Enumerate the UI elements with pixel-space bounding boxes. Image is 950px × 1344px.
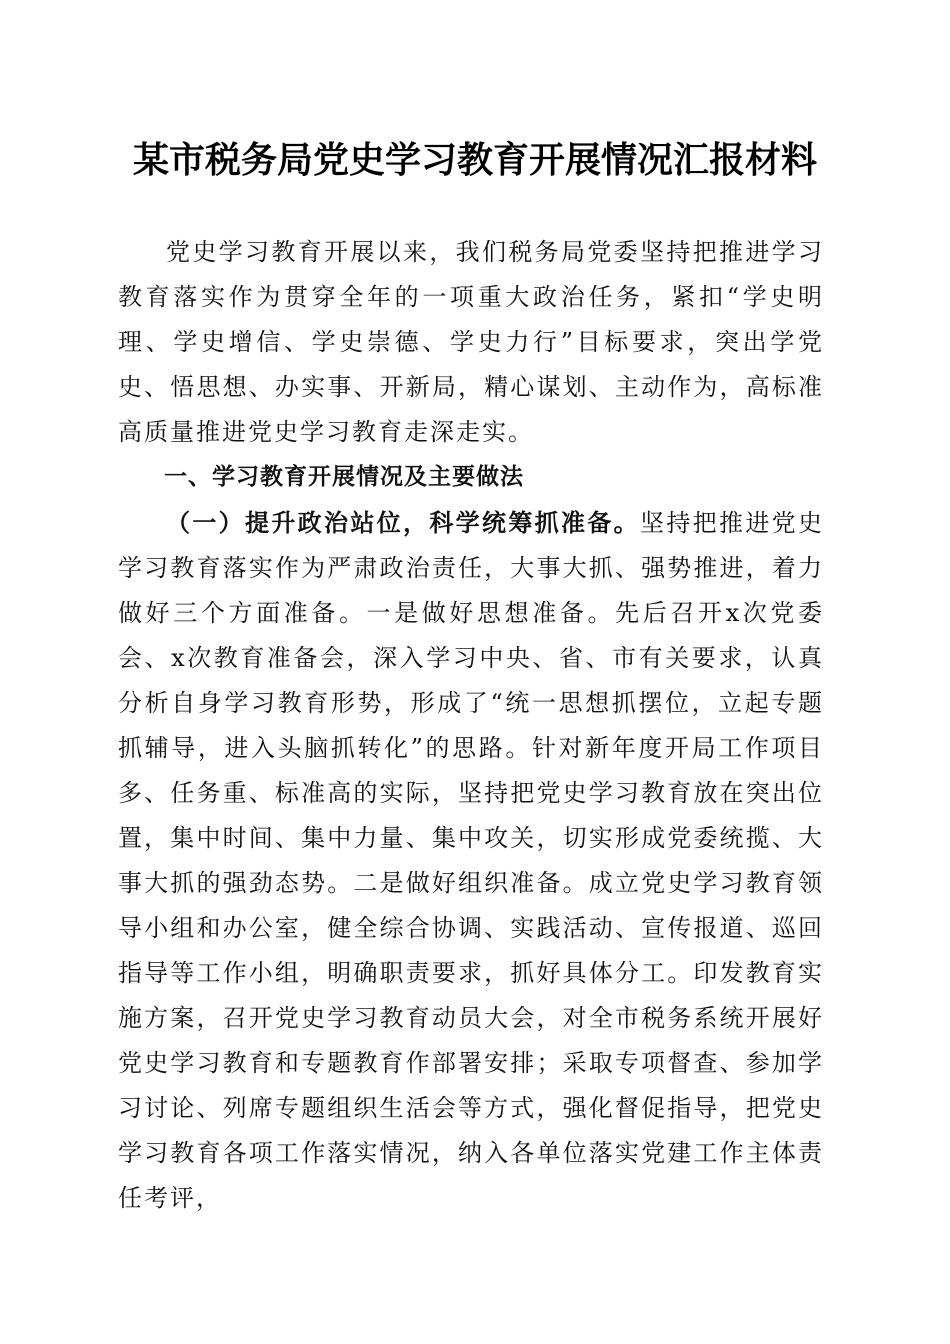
intro-paragraph: 党史学习教育开展以来，我们税务局党委坚持把推进学习教育落实作为贯穿全年的一项重大政治任务，紧扣“学史明理、学史增信、学史崇德、学史力行”目标要求，突出学党史、悟思想、办实事、开新局，精心谋划、主动作为，高标准高质量推进党史学习教育走深走实。 — [118, 238, 824, 446]
subsection-heading: （一）提升政治站位，科学统筹抓准备。 — [166, 508, 640, 537]
section-heading: 一、学习教育开展情况及主要做法 — [164, 464, 524, 490]
subsection-text: 坚持把推进党史学习教育落实作为严肃政治责任，大事大抓、强势推进，着力做好三个方面准备。一是做好思想准备。先后召开x次党委会、x次教育准备会，深入学习中央、省、市有关要求，认真分析自身学习教育形势，形成了“统一思想抓摆位，立起专题抓辅导，进入头脑抓转化”的思路。针对新年度开局工作项目多、任务重、标准高的实际，坚持把党史学习教育放在突出位置，集中时间、集中力量、集中攻关，切实形成党委统揽、大事大抓的强劲态势。二是做好组织准备。成立党史学习教育领导小组和办公室，健全综合协调、实践活动、宣传报道、巡回指导等工作小组，明确职责要求，抓好具体分工。印发教育实施方案，召开党史学习教育动员大会，对全市税务系统开展好党史学习教育和专题教育作部署安排；采取专项督查、参加学习讨论、列席专题组织生活会等方式，强化督促指导，把党史学习教育各项工作落实情况，纳入各单位落实党建工作主体责任考评， — [118, 509, 824, 1212]
subsection-paragraph — [118, 500, 824, 1221]
document-body — [118, 230, 824, 1221]
document-title: 某市税务局党史学习教育开展情况汇报材料 — [132, 139, 817, 181]
